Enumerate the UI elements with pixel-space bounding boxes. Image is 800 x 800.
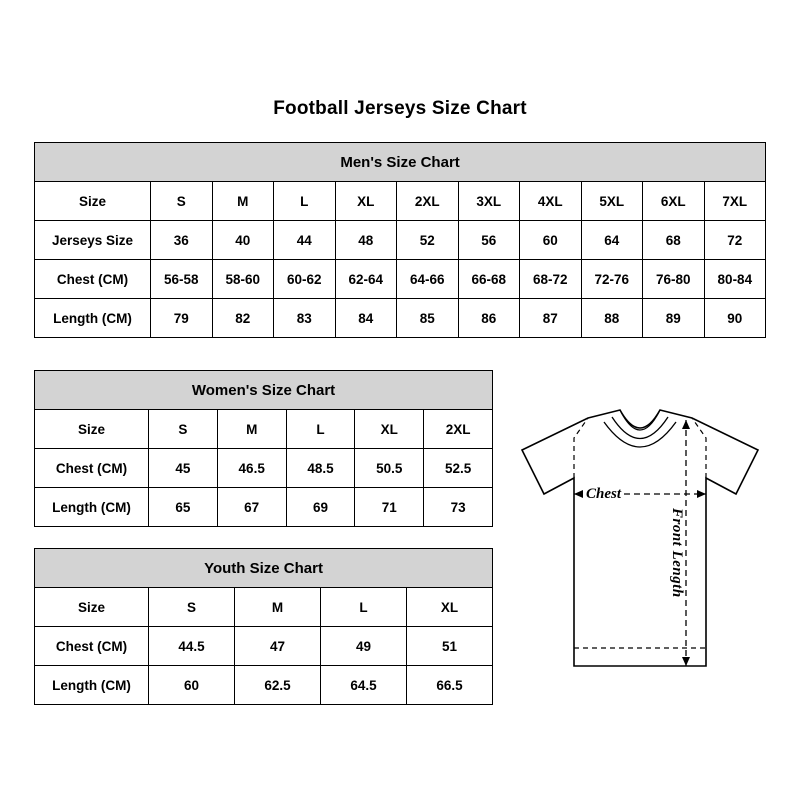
table-row [35, 588, 493, 627]
table-cell: XL [335, 182, 397, 221]
table-cell: 66-68 [458, 260, 520, 299]
table-header-row [35, 371, 493, 410]
row-label: Size [35, 410, 149, 449]
table-cell: 68 [643, 221, 705, 260]
table-cell: 64 [581, 221, 643, 260]
table-cell: 60 [520, 221, 582, 260]
row-label: Length (CM) [35, 299, 151, 338]
table-cell: 6XL [643, 182, 705, 221]
table-row [35, 260, 766, 299]
table-cell: XL [407, 588, 493, 627]
t-shirt-measurement-diagram [500, 398, 780, 698]
table-cell: L [286, 410, 355, 449]
row-label: Size [35, 182, 151, 221]
table-cell: 65 [149, 488, 218, 527]
row-label: Chest (CM) [35, 627, 149, 666]
front-length-measurement-label: Front Length [669, 508, 685, 598]
table-row [35, 666, 493, 705]
table-row [35, 182, 766, 221]
row-label: Size [35, 588, 149, 627]
table-cell: 66.5 [407, 666, 493, 705]
table-cell: 83 [274, 299, 336, 338]
table-cell: 56 [458, 221, 520, 260]
page-title: Football Jerseys Size Chart [273, 98, 527, 119]
table-cell: 86 [458, 299, 520, 338]
table-row [35, 449, 493, 488]
table-cell: 62-64 [335, 260, 397, 299]
youth-size-table [34, 548, 493, 705]
table-cell: XL [355, 410, 424, 449]
youth-table-caption: Youth Size Chart [35, 549, 493, 588]
table-cell: M [212, 182, 274, 221]
table-cell: 4XL [520, 182, 582, 221]
table-cell: 67 [217, 488, 286, 527]
table-cell: 64.5 [321, 666, 407, 705]
table-cell: 80-84 [704, 260, 766, 299]
table-header-row [35, 143, 766, 182]
table-cell: 7XL [704, 182, 766, 221]
table-cell: 88 [581, 299, 643, 338]
table-cell: 82 [212, 299, 274, 338]
table-row [35, 488, 493, 527]
table-cell: 87 [520, 299, 582, 338]
table-cell: 48.5 [286, 449, 355, 488]
row-label: Chest (CM) [35, 449, 149, 488]
row-label: Length (CM) [35, 488, 149, 527]
table-cell: 56-58 [151, 260, 213, 299]
table-cell: M [217, 410, 286, 449]
mens-size-table [34, 142, 766, 338]
table-row [35, 410, 493, 449]
table-cell: 40 [212, 221, 274, 260]
table-cell: 60-62 [274, 260, 336, 299]
table-row [35, 221, 766, 260]
womens-size-table [34, 370, 493, 527]
table-cell: 71 [355, 488, 424, 527]
table-cell: 85 [397, 299, 459, 338]
row-label: Jerseys Size [35, 221, 151, 260]
table-cell: 44 [274, 221, 336, 260]
table-cell: 72-76 [581, 260, 643, 299]
table-cell: 49 [321, 627, 407, 666]
womens-table-caption: Women's Size Chart [35, 371, 493, 410]
table-cell: 50.5 [355, 449, 424, 488]
table-cell: 5XL [581, 182, 643, 221]
table-cell: 60 [149, 666, 235, 705]
table-row [35, 627, 493, 666]
table-header-row [35, 549, 493, 588]
table-cell: 52 [397, 221, 459, 260]
table-cell: 62.5 [235, 666, 321, 705]
table-cell: 51 [407, 627, 493, 666]
table-cell: 89 [643, 299, 705, 338]
table-cell: 46.5 [217, 449, 286, 488]
table-cell: 48 [335, 221, 397, 260]
table-cell: 68-72 [520, 260, 582, 299]
table-cell: 69 [286, 488, 355, 527]
table-cell: M [235, 588, 321, 627]
table-cell: 2XL [397, 182, 459, 221]
table-cell: 52.5 [424, 449, 493, 488]
table-cell: 36 [151, 221, 213, 260]
table-cell: 45 [149, 449, 218, 488]
table-cell: S [149, 410, 218, 449]
chest-measurement-label: Chest [586, 486, 622, 502]
table-cell: 44.5 [149, 627, 235, 666]
row-label: Chest (CM) [35, 260, 151, 299]
table-cell: 3XL [458, 182, 520, 221]
table-cell: 76-80 [643, 260, 705, 299]
table-cell: 90 [704, 299, 766, 338]
table-cell: 64-66 [397, 260, 459, 299]
table-cell: S [149, 588, 235, 627]
table-cell: 72 [704, 221, 766, 260]
table-cell: 58-60 [212, 260, 274, 299]
table-cell: L [274, 182, 336, 221]
t-shirt-outline-icon [500, 398, 780, 698]
table-cell: L [321, 588, 407, 627]
table-row [35, 299, 766, 338]
mens-table-caption: Men's Size Chart [35, 143, 766, 182]
table-cell: 73 [424, 488, 493, 527]
table-cell: 47 [235, 627, 321, 666]
table-cell: 84 [335, 299, 397, 338]
table-cell: 2XL [424, 410, 493, 449]
table-cell: 79 [151, 299, 213, 338]
row-label: Length (CM) [35, 666, 149, 705]
table-cell: S [151, 182, 213, 221]
